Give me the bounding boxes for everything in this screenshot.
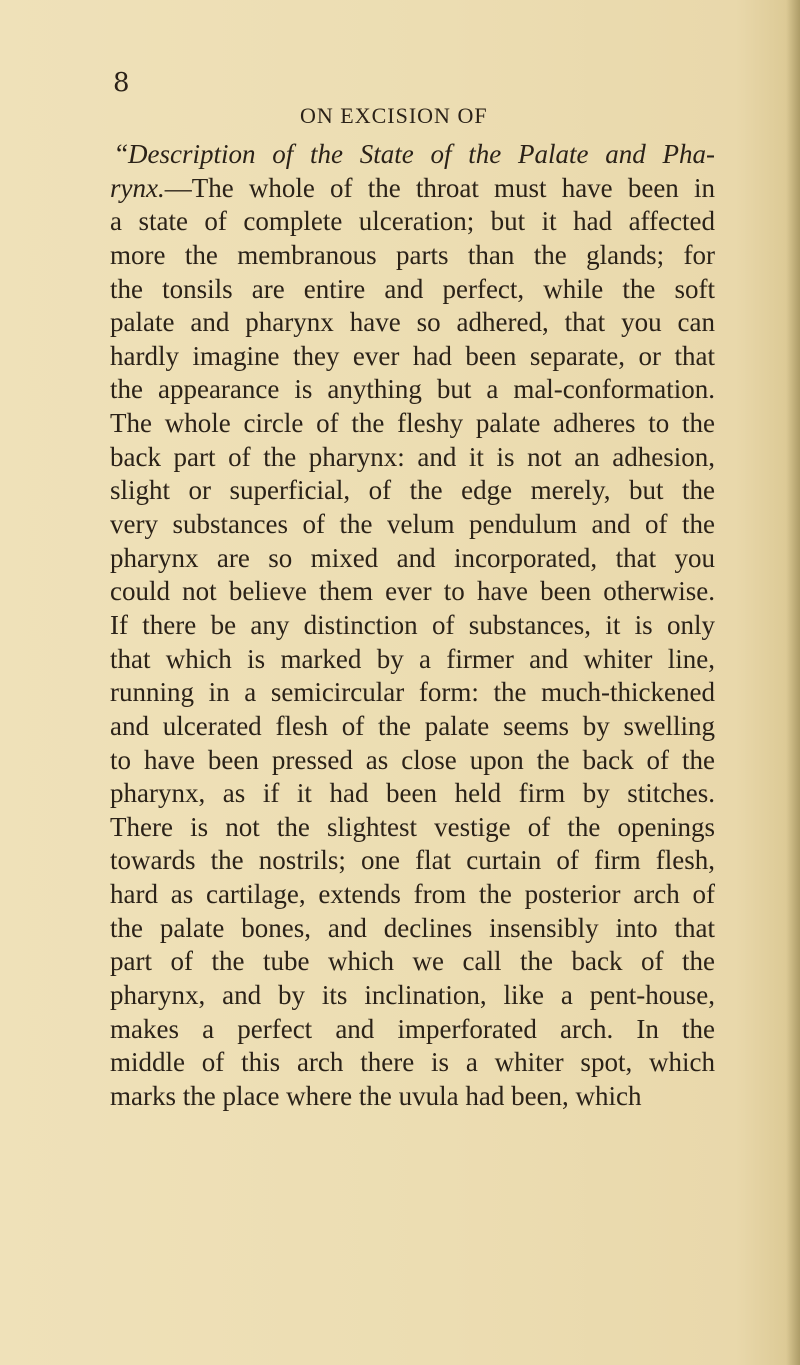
opening-quote: “ <box>116 139 128 169</box>
text-line-rest: —The whole of the throat must have been in <box>164 172 715 203</box>
text-line: towards the nostrils; one flat curtain of firm flesh, <box>110 845 715 876</box>
text-line: the palate bones, and declines insensibly into that <box>110 912 715 943</box>
text-line: pharynx, as if it had been held firm by stitches. <box>110 778 715 809</box>
text-line: part of the tube which we call the back of the <box>110 946 715 977</box>
body-text <box>110 138 715 1114</box>
text-line: There is not the slightest vestige of the openings <box>110 811 715 842</box>
text-line: pharynx are so mixed and incorporated, that you <box>110 542 715 573</box>
text-line: hardly imagine they ever had been separate, or that <box>110 340 715 371</box>
text-line: the appearance is anything but a mal-conformation. <box>110 374 715 405</box>
text-line: If there be any distinction of substances, it is only <box>110 609 715 640</box>
text-line: middle of this arch there is a whiter spot, which <box>110 1047 715 1078</box>
text-line <box>110 138 715 172</box>
text-line: palate and pharynx have so adhered, that you can <box>110 307 715 338</box>
text-line: makes a perfect and imperforated arch. In the <box>110 1013 715 1044</box>
text-line: running in a semicircular form: the much-thickened <box>110 677 715 708</box>
running-head: ON EXCISION OF <box>300 103 488 128</box>
text-line <box>110 172 715 206</box>
text-line: and ulcerated flesh of the palate seems by swelling <box>110 710 715 741</box>
text-line: hard as cartilage, extends from the posterior arch of <box>110 879 715 910</box>
text-line: pharynx, and by its inclination, like a pent-house, <box>110 980 715 1011</box>
text-line: very substances of the velum pendulum and of the <box>110 509 715 540</box>
text-line: more the membranous parts than the glands; for <box>110 239 715 270</box>
text-line: slight or superficial, of the edge merely, but the <box>110 475 715 506</box>
section-title: Description of the State of the Palate and Pha- <box>127 139 715 169</box>
text-line: to have been pressed as close upon the back of the <box>110 744 715 775</box>
section-title-continued: rynx. <box>110 172 165 203</box>
text-line: a state of complete ulceration; but it had affected <box>110 206 715 237</box>
text-line: the tonsils are entire and perfect, while the soft <box>110 273 715 304</box>
text-line: The whole circle of the fleshy palate adheres to the <box>110 408 715 439</box>
text-line: that which is marked by a firmer and whiter line, <box>110 643 715 674</box>
page-number: 8 <box>113 68 130 98</box>
text-line: back part of the pharynx: and it is not an adhesion, <box>110 441 715 472</box>
text-line: could not believe them ever to have been otherwise. <box>110 576 715 607</box>
text-line: marks the place where the uvula had been, which <box>110 1080 642 1111</box>
page-edge-shadow <box>786 0 800 1365</box>
